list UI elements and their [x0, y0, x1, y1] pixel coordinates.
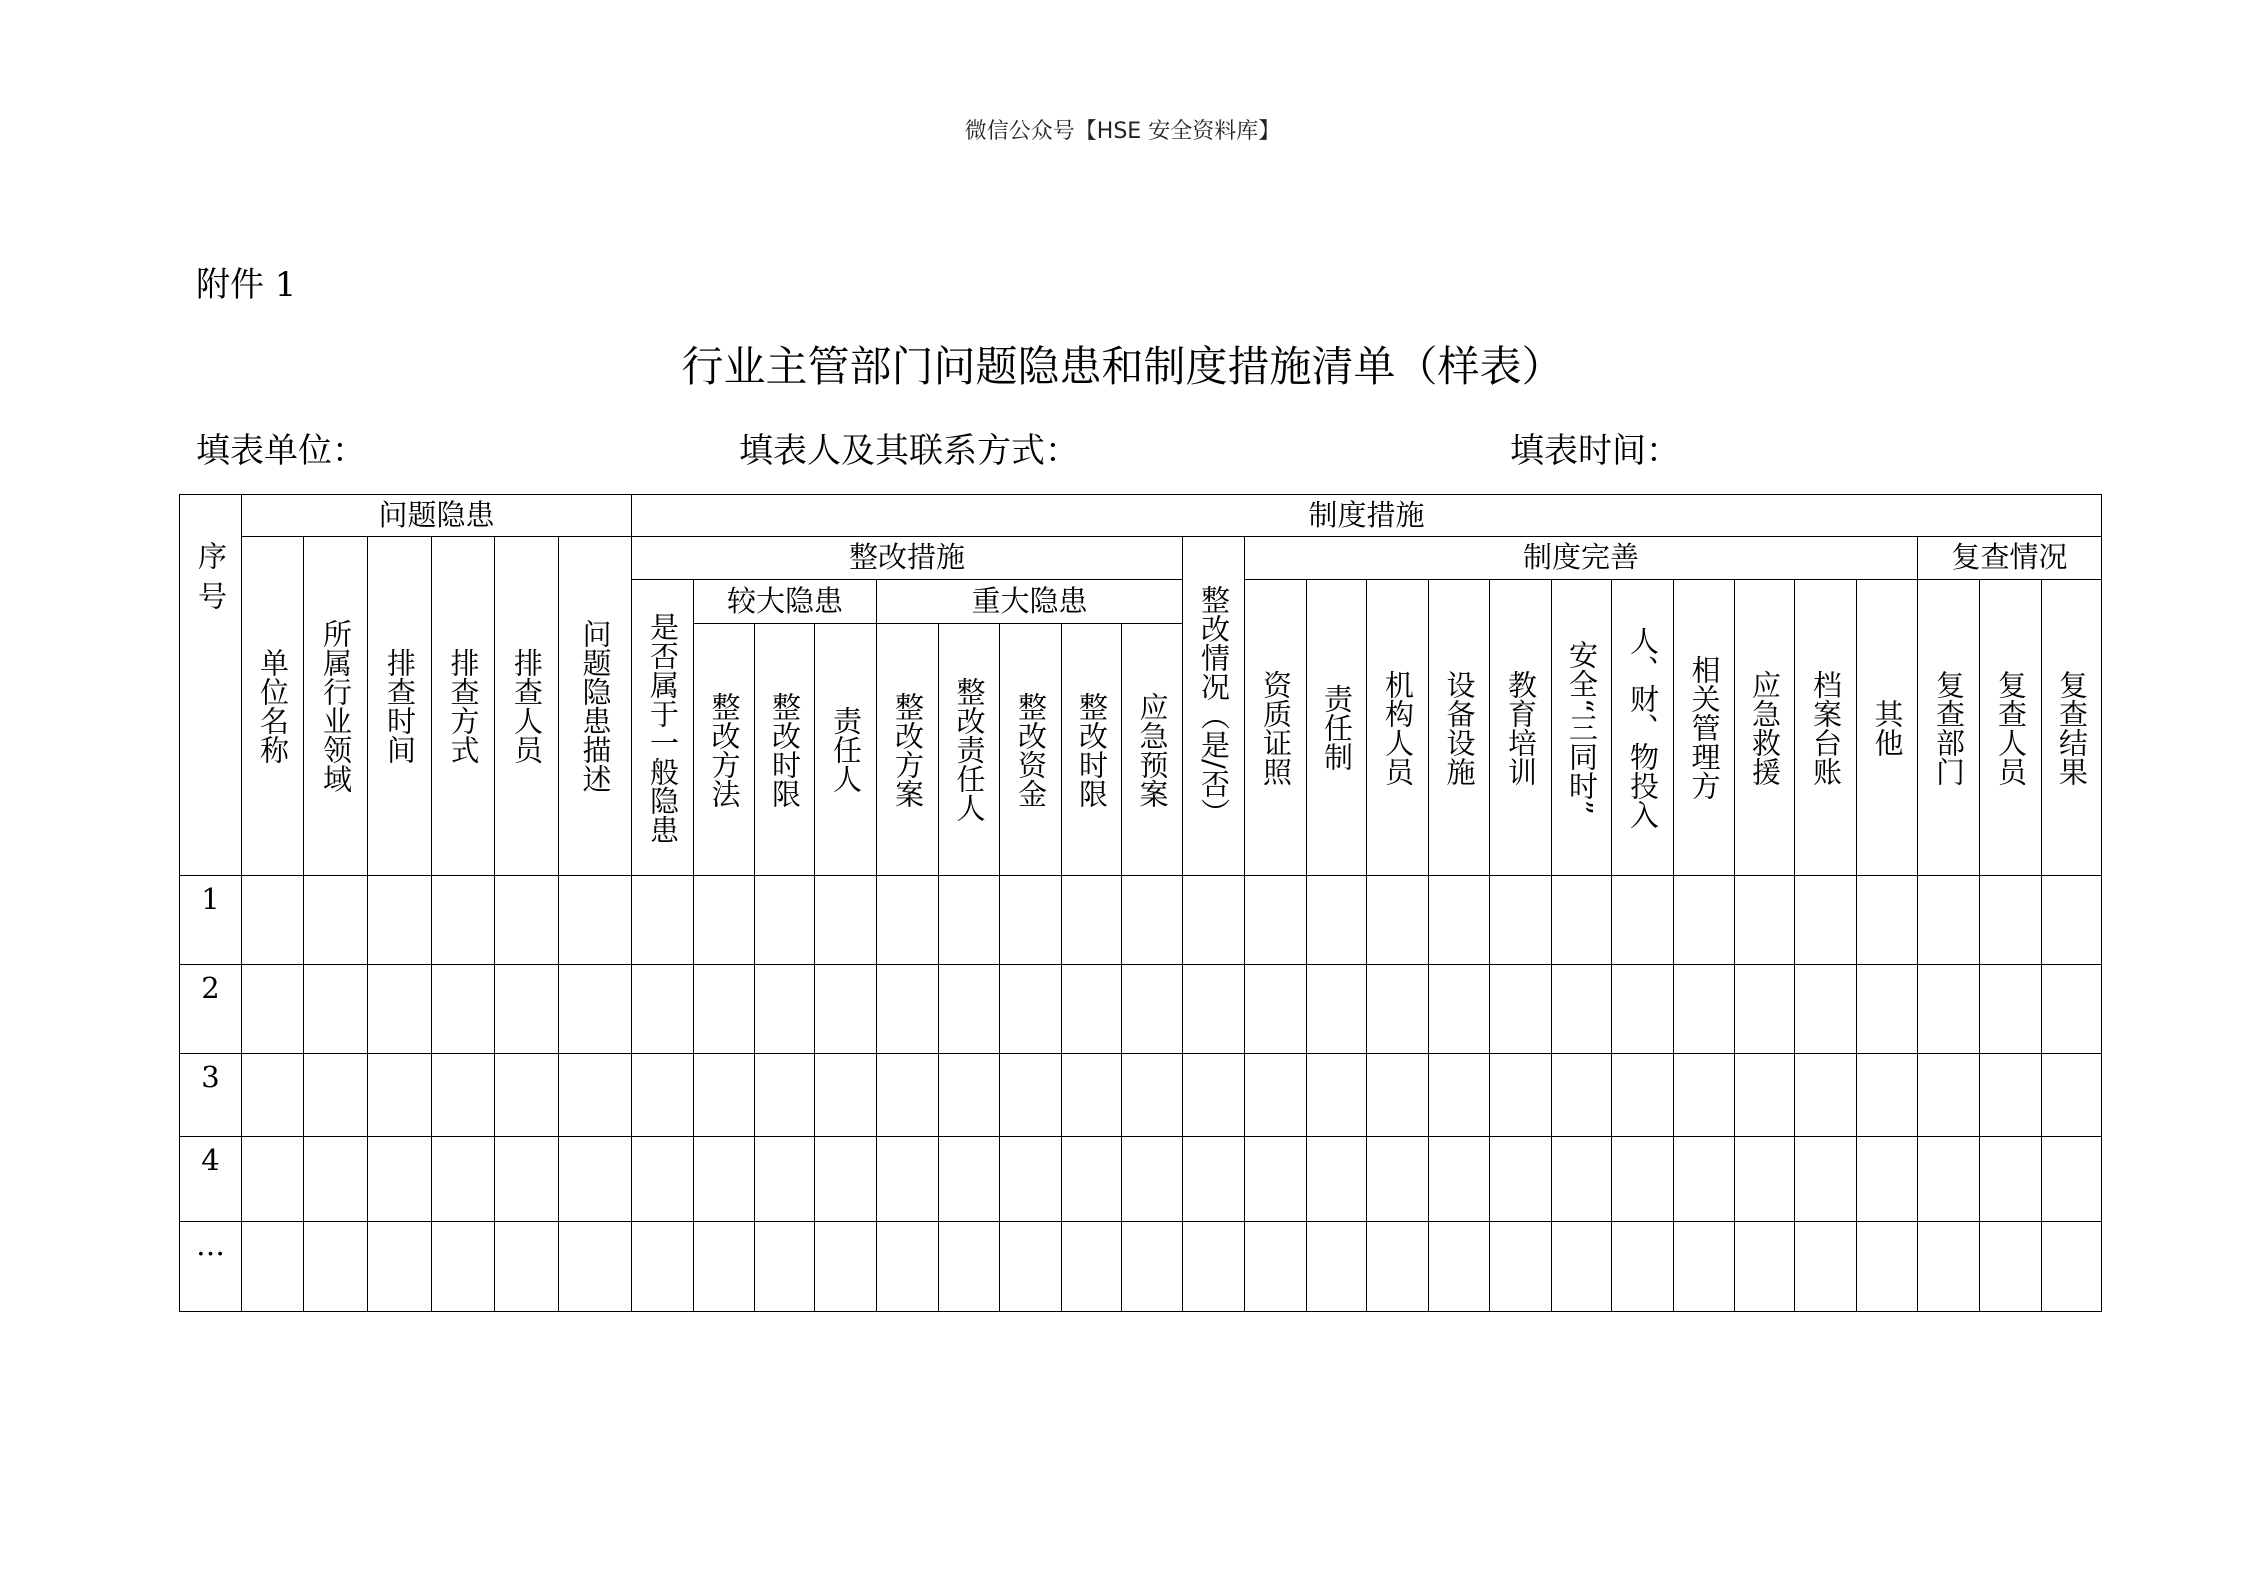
watermark-header: 微信公众号【HSE 安全资料库】	[964, 119, 1281, 144]
industry-sector-label: 所属行业领域	[319, 619, 353, 793]
header-education-training	[1490, 580, 1552, 876]
form-field-unit: 填表单位：	[196, 431, 366, 471]
table-cell	[368, 1222, 432, 1312]
table-cell	[1918, 1222, 1980, 1312]
header-records-ledger	[1795, 580, 1857, 876]
table-cell	[755, 876, 815, 965]
header-resource-input	[1612, 580, 1674, 876]
form-field-time: 填表时间：	[1510, 431, 1680, 471]
table-cell	[1183, 876, 1245, 965]
header-group-review-status: 复查情况	[1918, 537, 2102, 580]
table-cell	[1857, 876, 1918, 965]
table-cell	[1552, 1222, 1612, 1312]
table-row	[180, 876, 2102, 965]
header-qualification-certificates	[1245, 580, 1307, 876]
table-cell	[877, 1222, 939, 1312]
table-cell	[1367, 1054, 1429, 1137]
table-cell	[1612, 1137, 1674, 1222]
table-cell	[755, 1222, 815, 1312]
header-inspection-personnel	[495, 537, 559, 876]
header-related-parties	[1674, 580, 1735, 876]
larger-responsible-person-label: 责任人	[829, 706, 864, 793]
table-cell	[694, 1137, 755, 1222]
table-cell	[1000, 965, 1062, 1054]
table-cell	[495, 1054, 559, 1137]
table-cell	[877, 1054, 939, 1137]
table-cell	[1307, 1222, 1367, 1312]
table-row	[180, 1054, 2102, 1137]
table-cell	[1795, 1054, 1857, 1137]
table-cell	[815, 876, 877, 965]
table-cell	[1429, 965, 1490, 1054]
header-is-general-hazard	[632, 580, 694, 876]
header-group-system-measures: 制度措施	[632, 495, 2102, 537]
major-rectification-plan-label: 整改方案	[891, 691, 926, 808]
table-cell	[694, 965, 755, 1054]
table-cell	[368, 876, 432, 965]
table-cell	[1000, 1054, 1062, 1137]
header-group-problem-hazards: 问题隐患	[242, 495, 632, 537]
header-responsibility-system	[1307, 580, 1367, 876]
table-cell	[694, 1054, 755, 1137]
table-cell	[1674, 1222, 1735, 1312]
table-cell	[1062, 1137, 1122, 1222]
table-cell	[2042, 965, 2102, 1054]
row-number: 1	[180, 876, 242, 965]
header-group-major-hazard: 重大隐患	[877, 580, 1183, 624]
table-cell	[1918, 1054, 1980, 1137]
table-cell	[1429, 1222, 1490, 1312]
table-cell	[1183, 1222, 1245, 1312]
table-cell	[242, 1054, 304, 1137]
table-cell	[1612, 1222, 1674, 1312]
table-cell	[694, 876, 755, 965]
table-cell	[1000, 1137, 1062, 1222]
table-cell	[1795, 1222, 1857, 1312]
header-row	[180, 537, 2102, 580]
table-cell	[559, 1054, 632, 1137]
table-cell	[815, 1054, 877, 1137]
table-cell	[1490, 965, 1552, 1054]
table-cell	[1980, 1054, 2042, 1137]
table-cell	[1429, 876, 1490, 965]
header-organization-personnel	[1367, 580, 1429, 876]
table-cell	[1490, 1054, 1552, 1137]
serial-number-label: 序号	[194, 541, 228, 621]
three-simultaneities-label: 安全“三同时”	[1565, 640, 1600, 815]
header-major-responsible-person	[939, 624, 1000, 876]
row-number: 2	[180, 965, 242, 1054]
table-cell	[304, 1137, 368, 1222]
table-cell	[1122, 1054, 1183, 1137]
header-group-larger-hazard: 较大隐患	[694, 580, 877, 624]
table-cell	[1552, 965, 1612, 1054]
table-cell	[1183, 965, 1245, 1054]
table-cell	[1245, 876, 1307, 965]
table-cell	[1980, 965, 2042, 1054]
major-responsible-person-label: 整改责任人	[952, 677, 987, 822]
table-cell	[1000, 876, 1062, 965]
table-cell	[632, 1222, 694, 1312]
table-cell	[559, 1222, 632, 1312]
table-cell	[815, 1222, 877, 1312]
header-larger-rectification-method	[694, 624, 755, 876]
header-industry-sector	[304, 537, 368, 876]
header-major-rectification-deadline	[1062, 624, 1122, 876]
table-header	[180, 495, 2102, 876]
table-cell	[559, 965, 632, 1054]
table-cell	[1612, 965, 1674, 1054]
table-cell	[1062, 1222, 1122, 1312]
table-cell	[1918, 1137, 1980, 1222]
attachment-label: 附件 1	[196, 265, 297, 305]
table-cell	[939, 965, 1000, 1054]
table-cell	[2042, 876, 2102, 965]
major-emergency-plan-label: 应急预案	[1135, 691, 1170, 808]
table-cell	[432, 1222, 495, 1312]
table-cell	[304, 1054, 368, 1137]
table-cell	[368, 965, 432, 1054]
table-cell	[815, 1137, 877, 1222]
header-hazard-description	[559, 537, 632, 876]
table-cell	[304, 1222, 368, 1312]
larger-rectification-deadline-label: 整改时限	[768, 691, 803, 808]
hazard-description-label: 问题隐患描述	[578, 619, 613, 793]
table-cell	[1674, 1054, 1735, 1137]
header-major-rectification-funds	[1000, 624, 1062, 876]
unit-name-label: 单位名称	[256, 648, 290, 764]
header-inspection-method	[432, 537, 495, 876]
table-cell	[1122, 1137, 1183, 1222]
organization-personnel-label: 机构人员	[1381, 669, 1416, 786]
table-cell	[1795, 1137, 1857, 1222]
table-cell	[495, 1137, 559, 1222]
larger-rectification-method-label: 整改方法	[707, 691, 742, 808]
table-cell	[1122, 965, 1183, 1054]
row-number: …	[180, 1222, 242, 1312]
table-cell	[1735, 1137, 1795, 1222]
education-training-label: 教育培训	[1504, 669, 1539, 786]
table-body	[180, 876, 2102, 1312]
table-cell	[694, 1222, 755, 1312]
table-cell	[2042, 1222, 2102, 1312]
table-cell	[1552, 1137, 1612, 1222]
table-cell	[304, 965, 368, 1054]
header-equipment-facilities	[1429, 580, 1490, 876]
table-row	[180, 965, 2102, 1054]
table-cell	[1490, 1137, 1552, 1222]
table-cell	[877, 1137, 939, 1222]
header-inspection-time	[368, 537, 432, 876]
table-cell	[1857, 965, 1918, 1054]
header-review-personnel	[1980, 580, 2042, 876]
header-major-rectification-plan	[877, 624, 939, 876]
header-other	[1857, 580, 1918, 876]
header-serial-number	[180, 495, 242, 876]
table-cell	[1122, 876, 1183, 965]
header-larger-rectification-deadline	[755, 624, 815, 876]
table-cell	[1122, 1222, 1183, 1312]
table-cell	[632, 1054, 694, 1137]
table-cell	[495, 965, 559, 1054]
header-unit-name	[242, 537, 304, 876]
table-cell	[1000, 1222, 1062, 1312]
table-cell	[1735, 1222, 1795, 1312]
major-rectification-deadline-label: 整改时限	[1075, 691, 1110, 808]
document-title: 行业主管部门问题隐患和制度措施清单（样表）	[681, 342, 1564, 391]
table-cell	[559, 1137, 632, 1222]
table-cell	[1735, 965, 1795, 1054]
table-cell	[2042, 1137, 2102, 1222]
table-cell	[1552, 1054, 1612, 1137]
resource-input-label: 人、财、物投入	[1626, 626, 1661, 829]
table-cell	[1980, 1137, 2042, 1222]
table-cell	[1490, 1222, 1552, 1312]
table-cell	[495, 876, 559, 965]
table-cell	[1552, 876, 1612, 965]
header-major-emergency-plan	[1122, 624, 1183, 876]
table-cell	[755, 1054, 815, 1137]
table-cell	[432, 965, 495, 1054]
table-cell	[1674, 1137, 1735, 1222]
emergency-rescue-label: 应急救援	[1748, 669, 1783, 786]
table-cell	[1674, 965, 1735, 1054]
table-cell	[1857, 1137, 1918, 1222]
header-three-simultaneities	[1552, 580, 1612, 876]
header-row	[180, 495, 2102, 537]
table-cell	[368, 1137, 432, 1222]
table-cell	[1307, 965, 1367, 1054]
table-cell	[1612, 1054, 1674, 1137]
table-cell	[1062, 1054, 1122, 1137]
table-cell	[1980, 1222, 2042, 1312]
header-group-rectification-measures: 整改措施	[632, 537, 1183, 580]
table-row	[180, 1222, 2102, 1312]
table-cell	[1429, 1054, 1490, 1137]
responsibility-system-label: 责任制	[1320, 684, 1355, 771]
table-cell	[495, 1222, 559, 1312]
table-cell	[877, 965, 939, 1054]
table-cell	[1857, 1222, 1918, 1312]
table-cell	[632, 1137, 694, 1222]
table-cell	[1307, 1137, 1367, 1222]
table-cell	[2042, 1054, 2102, 1137]
related-parties-label: 相关管理方	[1687, 655, 1722, 800]
major-rectification-funds-label: 整改资金	[1014, 691, 1049, 808]
table-row	[180, 1137, 2102, 1222]
table-cell	[1674, 876, 1735, 965]
header-review-result	[2042, 580, 2102, 876]
table-cell	[242, 965, 304, 1054]
table-cell	[755, 1137, 815, 1222]
header-rectification-status	[1183, 537, 1245, 876]
table-cell	[1612, 876, 1674, 965]
is-general-hazard-label: 是否属于一般隐患	[646, 611, 681, 844]
inspection-time-label: 排查时间	[383, 648, 417, 764]
table-cell	[632, 876, 694, 965]
table-cell	[1735, 876, 1795, 965]
table-cell	[939, 1222, 1000, 1312]
table-cell	[1245, 1222, 1307, 1312]
inspection-personnel-label: 排查人员	[510, 648, 544, 764]
table-cell	[1918, 876, 1980, 965]
rectification-status-label: 整改情况（是/否）	[1197, 585, 1232, 827]
table-cell	[368, 1054, 432, 1137]
table-cell	[1735, 1054, 1795, 1137]
table-cell	[242, 876, 304, 965]
qualification-certificates-label: 资质证照	[1259, 669, 1294, 786]
table-cell	[1918, 965, 1980, 1054]
table-cell	[1367, 965, 1429, 1054]
table-cell	[1980, 876, 2042, 965]
table-cell	[1062, 876, 1122, 965]
hazard-measures-table	[179, 494, 2102, 1312]
table-cell	[755, 965, 815, 1054]
table-cell	[1367, 1137, 1429, 1222]
table-cell	[1857, 1054, 1918, 1137]
table-cell	[1307, 876, 1367, 965]
table-cell	[242, 1137, 304, 1222]
table-cell	[1795, 876, 1857, 965]
table-cell	[1245, 1054, 1307, 1137]
table-cell	[1429, 1137, 1490, 1222]
table-cell	[432, 1054, 495, 1137]
table-cell	[559, 876, 632, 965]
table-cell	[877, 876, 939, 965]
inspection-method-label: 排查方式	[446, 648, 481, 764]
table-cell	[939, 1137, 1000, 1222]
table-cell	[1490, 876, 1552, 965]
table-cell	[1183, 1054, 1245, 1137]
table-cell	[1307, 1054, 1367, 1137]
other-label: 其他	[1870, 698, 1905, 757]
table-cell	[1245, 1137, 1307, 1222]
table-cell	[432, 1137, 495, 1222]
table-cell	[1795, 965, 1857, 1054]
review-department-label: 复查部门	[1932, 669, 1967, 786]
row-number: 4	[180, 1137, 242, 1222]
table-cell	[304, 876, 368, 965]
row-number: 3	[180, 1054, 242, 1137]
records-ledger-label: 档案台账	[1809, 669, 1844, 786]
table-cell	[939, 1054, 1000, 1137]
table-cell	[939, 876, 1000, 965]
header-group-system-improvement: 制度完善	[1245, 537, 1918, 580]
header-emergency-rescue	[1735, 580, 1795, 876]
review-personnel-label: 复查人员	[1994, 669, 2029, 786]
table-cell	[1367, 1222, 1429, 1312]
table-cell	[1245, 965, 1307, 1054]
review-result-label: 复查结果	[2055, 669, 2090, 786]
equipment-facilities-label: 设备设施	[1442, 669, 1477, 786]
table-cell	[242, 1222, 304, 1312]
table-cell	[1062, 965, 1122, 1054]
table-cell	[1367, 876, 1429, 965]
table-cell	[432, 876, 495, 965]
table-cell	[1183, 1137, 1245, 1222]
header-larger-responsible-person	[815, 624, 877, 876]
table-cell	[815, 965, 877, 1054]
header-review-department	[1918, 580, 1980, 876]
form-field-filler-contact: 填表人及其联系方式：	[739, 431, 1079, 471]
table-cell	[632, 965, 694, 1054]
